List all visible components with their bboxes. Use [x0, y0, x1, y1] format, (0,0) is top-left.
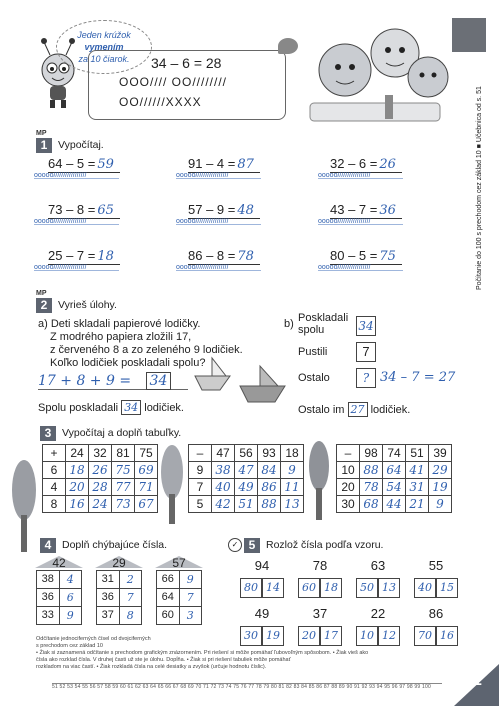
decompose-tens: 40 [414, 578, 436, 598]
problem-a-text: a) Deti skladali papierové lodičky. Z modrého papiera zložili 17, z červeného 8 a zo zeleného 9 lodičiek. Koľko lodičiek poskladali spolu? [38, 318, 243, 369]
exercise-number: 5 [244, 538, 260, 553]
balloon-icon [278, 38, 298, 54]
tally-marks: ooooo///////////////// [318, 264, 403, 271]
example-marks-2: OO//////XXXX [119, 95, 202, 109]
number-house: 42 38 4 36 6 33 9 [36, 556, 82, 625]
tree-illustration [158, 444, 186, 524]
number-ruler: 51 52 53 54 55 56 57 58 59 60 61 62 63 64 65 66 67 68 69 70 71 72 73 74 75 76 77 78 79 80 81 82 83 84 85 86 87 88 89 90 91 92 93 94 95 96 97 98 99 100 [52, 683, 442, 694]
decompose-ones: 14 [262, 578, 284, 598]
answer: 48 [237, 203, 254, 218]
decompose-ones: 16 [436, 626, 458, 646]
decompose-tens: 60 [298, 578, 320, 598]
problem-b-row: Pustili [298, 346, 328, 358]
exercise-number: 4 [40, 538, 56, 553]
decompose-number: 49 [254, 606, 270, 621]
decompose-ones: 13 [378, 578, 400, 598]
bubble-line: za 10 čiarok. [78, 54, 130, 64]
decompose-ones: 18 [320, 578, 342, 598]
table-subtraction-1: – 47 56 93 18 9 38 47 84 9 7 40 49 86 11 5 42 51 88 13 [188, 444, 304, 513]
bubble-line: Jeden krúžok [77, 30, 131, 40]
tally-marks: ooooo///////////////// [176, 218, 261, 225]
answer: 26 [379, 157, 396, 172]
problem-a-work: 17 + 8 + 9 = 34 [38, 373, 188, 390]
decompose-number: 78 [312, 558, 328, 573]
problem-b-answer: Ostalo im 27 lodičiek. [298, 403, 411, 416]
decompose-number: 94 [254, 558, 270, 573]
problem-b-row: Poskladali spolu [298, 312, 349, 336]
children-illustration [300, 15, 450, 130]
exercise-label: Vypočítaj a doplň tabuľky. [62, 427, 182, 439]
equation: 64 – 5 = 59 [48, 156, 120, 173]
decompose-tens: 30 [240, 626, 262, 646]
answer: 36 [379, 203, 396, 218]
problem-b-value: ? [356, 368, 376, 388]
tree-illustration [306, 440, 332, 520]
answer: 59 [97, 157, 114, 172]
answer: 75 [379, 249, 396, 264]
decompose-number: 55 [428, 558, 444, 573]
decompose-number: 22 [370, 606, 386, 621]
sidebar-text: Počítanie do 100 s prechodom cez základ 10 ■ Učebnica od s. 51 [476, 86, 483, 290]
problem-b-row: Ostalo [298, 372, 330, 384]
exercise-label: Rozlož čísla podľa vzoru. [266, 539, 384, 551]
exercise-label: Vyrieš úlohy. [58, 299, 117, 311]
answer: 78 [237, 249, 254, 264]
equation: 57 – 9 = 48 [188, 202, 260, 219]
problem-a-answer: Spolu poskladali 34 lodičiek. [38, 401, 184, 414]
equation: 43 – 7 = 36 [330, 202, 402, 219]
answer: 87 [237, 157, 254, 172]
equation: 91 – 4 = 87 [188, 156, 260, 173]
table-subtraction-2: – 98 74 51 39 10 88 64 41 29 20 78 54 31 19 30 68 44 21 9 [336, 444, 452, 513]
tally-marks: ooooo///////////////// [176, 264, 261, 271]
example-equation: 34 – 6 = 28 [151, 55, 222, 71]
exercise-label: Vypočítaj. [58, 139, 104, 151]
bubble-line: vymením [84, 42, 124, 52]
problem-b-value: 7 [356, 342, 376, 362]
problem-b-label: b) [284, 318, 294, 330]
problem-b-work: 34 – 7 = 27 [380, 370, 456, 385]
table-addition: + 24 32 81 75 6 18 26 75 69 4 20 28 77 71 8 16 24 73 67 [42, 444, 158, 513]
corner-tab [452, 18, 486, 52]
mp-tag: MP [36, 130, 47, 137]
decompose-tens: 80 [240, 578, 262, 598]
equation: 32 – 6 = 26 [330, 156, 402, 173]
problem-b-value: 34 [356, 316, 376, 336]
answer: 18 [97, 249, 114, 264]
example-marks-1: OOO//// OO//////// [119, 75, 228, 89]
tally-marks: ooooo///////////////// [34, 218, 119, 225]
answer: 65 [97, 203, 114, 218]
op-cell: + [43, 445, 66, 462]
mp-tag: MP [36, 290, 47, 297]
equation: 80 – 5 = 75 [330, 248, 402, 265]
decompose-tens: 50 [356, 578, 378, 598]
tally-marks: ooooo///////////////// [318, 172, 403, 179]
page-number: 31 [464, 672, 482, 689]
decompose-ones: 17 [320, 626, 342, 646]
exercise-number: 3 [40, 426, 56, 441]
decompose-number: 63 [370, 558, 386, 573]
number-house: 29 31 2 36 7 37 8 [96, 556, 142, 625]
decompose-number: 37 [312, 606, 328, 621]
decompose-tens: 20 [298, 626, 320, 646]
decompose-tens: 70 [414, 626, 436, 646]
equation: 86 – 8 = 78 [188, 248, 260, 265]
tally-marks: ooooo///////////////// [34, 172, 119, 179]
tally-marks: ooooo///////////////// [34, 264, 119, 271]
decompose-number: 86 [428, 606, 444, 621]
check-icon: ✓ [228, 538, 242, 552]
exercise-label: Doplň chýbajúce čísla. [62, 539, 168, 551]
tally-marks: ooooo///////////////// [318, 218, 403, 225]
equation: 73 – 8 = 65 [48, 202, 120, 219]
decompose-ones: 12 [378, 626, 400, 646]
decompose-ones: 15 [436, 578, 458, 598]
boat-illustration [190, 356, 290, 406]
teacher-note: Odčítanie jednociferných čísel od dvojciferných s prechodom cez základ 10 • Žiak si zaznamená odčítanie s prechodom grafickým znázornením. Pri riešení si môže pomáhať ľubovoľným spôsobom. • Žiak vieš ako čísla ako rozklad čísla. V druhej časti už ste je úlohu. Dopĺňa. • Žiak si pri riešení tabuliek môže pomáhať rozkladom na viac častí. • Žiak rozkladá čísla na celé desiatky a zvyšok (určuje hodnotu číslic). [36, 636, 369, 670]
example-box [88, 50, 286, 120]
tree-illustration [10, 460, 38, 552]
exercise-number: 1 [36, 138, 52, 153]
decompose-tens: 10 [356, 626, 378, 646]
exercise-number: 2 [36, 298, 52, 313]
equation: 25 – 7 = 18 [48, 248, 120, 265]
decompose-ones: 19 [262, 626, 284, 646]
number-house: 57 66 9 64 7 60 3 [156, 556, 202, 625]
tally-marks: ooooo///////////////// [176, 172, 261, 179]
